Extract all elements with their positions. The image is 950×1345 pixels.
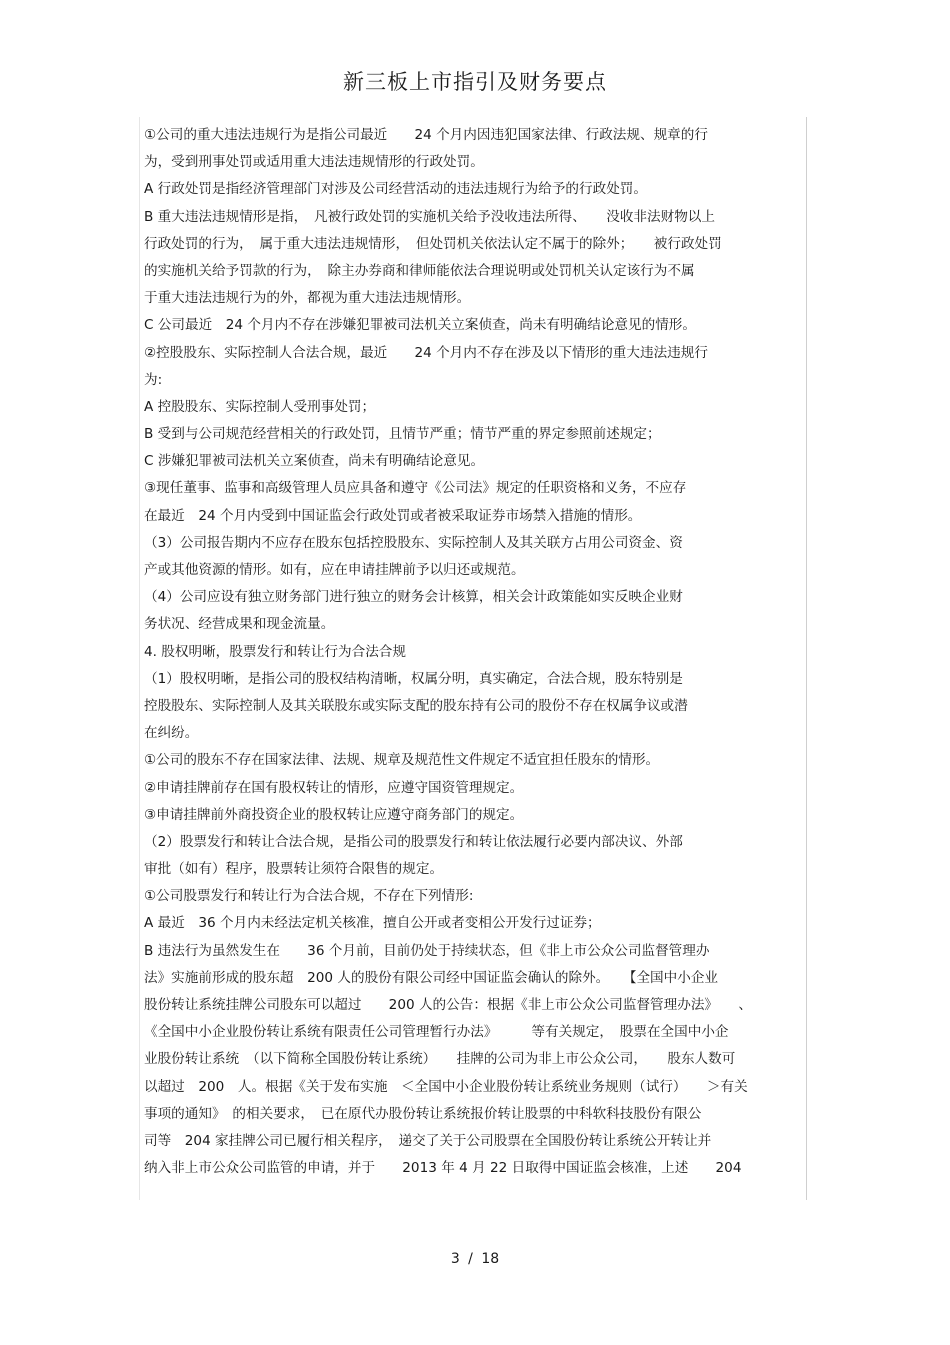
body-text-line: A 控股股东、实际控制人受刑事处罚； (144, 398, 376, 415)
body-text-line: B 重大违法违规情形是指， 凡被行政处罚的实施机关给予没收违法所得、 没收非法财物以上 (144, 208, 715, 225)
body-text-line: ①公司的重大违法违规行为是指公司最近 24 个月内因违犯国家法律、行政法规、规章的行 (144, 127, 708, 143)
body-text-line: 法》实施前形成的股东超 200 人的股份有限公司经中国证监会确认的除外。 【全国中小企业 (144, 969, 719, 986)
body-text-line: B 受到与公司规范经营相关的行政处罚，且情节严重；情节严重的界定参照前述规定； (144, 426, 661, 443)
body-text-line: 审批（如有）程序，股票转让须符合限售的规定。 (144, 861, 444, 878)
body-text-line: 在最近 24 个月内受到中国证监会行政处罚或者被采取证券市场禁入措施的情形。 (144, 507, 642, 524)
body-text-line: A 行政处罚是指经济管理部门对涉及公司经营活动的违法违规行为给予的行政处罚。 (144, 181, 647, 198)
body-text-line: 于重大违法违规行为的外，都视为重大违法违规情形。 (144, 290, 471, 307)
body-text-line: 为: (144, 371, 163, 388)
body-text-line: A 最近 36 个月内未经法定机关核准，擅自公开或者变相公开发行过证券； (144, 915, 601, 932)
body-text-line: ③现任董事、监事和高级管理人员应具备和遵守《公司法》规定的任职资格和义务，不应存 (144, 480, 687, 497)
body-text-line: ②控股股东、实际控制人合法合规，最近 24 个月内不存在涉及以下情形的重大违法违规行 (144, 344, 708, 361)
body-text-line: （3）公司报告期内不应存在股东包括控股股东、实际控制人及其关联方占用公司资金、资 (144, 534, 683, 551)
document-body (144, 122, 804, 1182)
body-text-line: 控股股东、实际控制人及其关联股东或实际支配的股东持有公司的股份不存在权属争议或潜 (144, 697, 688, 714)
body-text-line: B 违法行为虽然发生在 36 个月前，目前仍处于持续状态，但《非上市公众公司监督管理办 (144, 942, 710, 959)
body-text-line: 业股份转让系统 （以下简称全国股份转让系统） 挂牌的公司为非上市公众公司， 股东人数可 (144, 1051, 736, 1068)
body-text-line: 为，受到刑事处罚或适用重大违法违规情形的行政处罚。 (144, 154, 484, 171)
body-text-line: ②申请挂牌前存在国有股权转让的情形，应遵守国资管理规定。 (144, 779, 524, 796)
body-text-line: 的实施机关给予罚款的行为， 除主办券商和律师能依法合理说明或处罚机关认定该行为不属 (144, 262, 695, 279)
body-text-line: （1）股权明晰，是指公司的股权结构清晰，权属分明，真实确定，合法合规，股东特别是 (144, 670, 683, 687)
body-text-line: 4. 股权明晰，股票发行和转让行为合法合规 (144, 643, 406, 660)
page-title: 新三板上市指引及财务要点 (343, 70, 607, 94)
body-text-line: ①公司股票发行和转让行为合法合规，不存在下列情形: (144, 888, 474, 905)
body-text-line: C 涉嫌犯罪被司法机关立案侦查，尚未有明确结论意见。 (144, 453, 485, 470)
body-text-line: （4）公司应设有独立财务部门进行独立的财务会计核算，相关会计政策能如实反映企业财 (144, 589, 683, 606)
body-text-line: 行政处罚的行为， 属于重大违法违规情形， 但处罚机关依法认定不属于的除外； 被行政处罚 (144, 235, 722, 252)
body-text-line: 《全国中小企业股份转让系统有限责任公司管理暂行办法》 等有关规定， 股票在全国中小企 (144, 1024, 729, 1041)
body-text-line: 以超过 200 人。根据《关于发布实施 ＜全国中小企业股份转让系统业务规则（试行） ＞有关 (144, 1078, 748, 1095)
body-text-line: C 公司最近 24 个月内不存在涉嫌犯罪被司法机关立案侦查，尚未有明确结论意见的情形。 (144, 317, 696, 334)
body-text-line: 事项的通知》 的相关要求， 已在原代办股份转让系统报价转让股票的中科软科技股份有限公 (144, 1105, 702, 1122)
body-text-line: ①公司的股东不存在国家法律、法规、规章及规范性文件规定不适宜担任股东的情形。 (144, 752, 660, 769)
body-text-line: ③申请挂牌前外商投资企业的股权转让应遵守商务部门的规定。 (144, 806, 524, 823)
body-text-line: 司等 204 家挂牌公司已履行相关程序， 递交了关于公司股票在全国股份转让系统公开转让并 (144, 1132, 712, 1149)
body-text-line: 纳入非上市公众公司监管的申请，并于 2013 年 4 月 22 日取得中国证监会核准，上述 204 (144, 1160, 742, 1177)
body-text-line: 股份转让系统挂牌公司股东可以超过 200 人的公告：根据《非上市公众公司监督管理办法》 、 (144, 997, 752, 1013)
body-text-line: 务状况、经营成果和现金流量。 (144, 616, 335, 633)
body-text-line: 在纠纷。 (144, 725, 199, 742)
body-text-line: 产或其他资源的情形。如有，应在申请挂牌前予以归还或规范。 (144, 562, 525, 578)
page-indicator: 3 / 18 (450, 1251, 500, 1267)
body-text-line: （2）股票发行和转让合法合规，是指公司的股票发行和转让依法履行必要内部决议、外部 (144, 833, 683, 850)
